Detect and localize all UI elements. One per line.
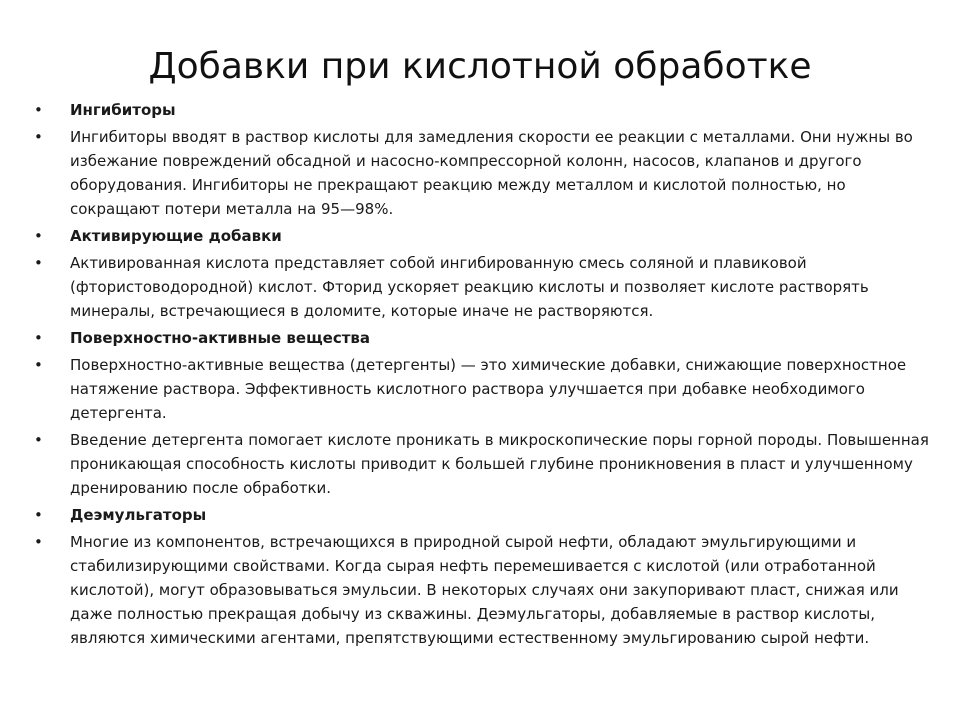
bullet-text: Ингибиторы вводят в раствор кислоты для замедления скорости ее реакции с металлами. Они нужны во избежание повреждений обсадной и насосно-компрессорной колонн, насосов, клапанов и другого оборудования. Ингибиторы не прекращают реакцию между металлом и кислотой полностью, но сокращают потери металла на 95—98%. (70, 128, 913, 218)
bullet-icon: • (34, 128, 43, 146)
slide-title: Добавки при кислотной обработке (148, 46, 812, 87)
bullet-heading-inhibitors (34, 98, 934, 122)
bullet-icon: • (34, 227, 43, 245)
bullet-list (34, 98, 934, 653)
bullet-icon: • (34, 329, 43, 347)
bullet-paragraph-surfactants-1 (34, 353, 934, 425)
bullet-icon: • (34, 101, 43, 119)
bullet-heading-surfactants (34, 326, 934, 350)
bullet-icon: • (34, 506, 43, 524)
bullet-icon: • (34, 431, 43, 449)
bullet-icon: • (34, 533, 43, 551)
bullet-text: Введение детергента помогает кислоте проникать в микроскопические поры горной породы. Повышенная проникающая способность кислоты приводит к большей глубине проникновения в пласт и улучшенному дренированию после обработки. (70, 431, 929, 497)
bullet-heading-demulsifiers (34, 503, 934, 527)
bullet-text: Поверхностно-активные вещества (70, 329, 371, 347)
bullet-icon: • (34, 254, 43, 272)
bullet-paragraph-surfactants-2 (34, 428, 934, 500)
bullet-paragraph-demulsifiers (34, 530, 934, 650)
bullet-text: Поверхностно-активные вещества (детергенты) — это химические добавки, снижающие поверхностное натяжение раствора. Эффективность кислотного раствора улучшается при добавке необходимого детергента. (70, 356, 907, 422)
bullet-text: Многие из компонентов, встречающихся в природной сырой нефти, обладают эмульгирующими и стабилизирующими свойствами. Когда сырая нефть перемешивается с кислотой (или отработанной кислотой), могут образовываться эмульсии. В некоторых случаях они закупоривают пласт, снижая или даже полностью прекращая добычу из скважины. Деэмульгаторы, добавляемые в раствор кислоты, являются химическими агентами, препятствующими естественному эмульгированию сырой нефти. (70, 533, 899, 647)
bullet-icon: • (34, 356, 43, 374)
bullet-text: Деэмульгаторы (70, 506, 207, 524)
bullet-text: Ингибиторы (70, 101, 176, 119)
bullet-heading-activators (34, 224, 934, 248)
bullet-paragraph-inhibitors (34, 125, 934, 221)
bullet-text: Активированная кислота представляет собой ингибированную смесь соляной и плавиковой (фтористоводородной) кислот. Фторид ускоряет реакцию кислоты и позволяет кислоте растворять минералы, встречающиеся в доломите, которые иначе не растворяются. (70, 254, 869, 320)
bullet-text: Активирующие добавки (70, 227, 282, 245)
bullet-paragraph-activators (34, 251, 934, 323)
